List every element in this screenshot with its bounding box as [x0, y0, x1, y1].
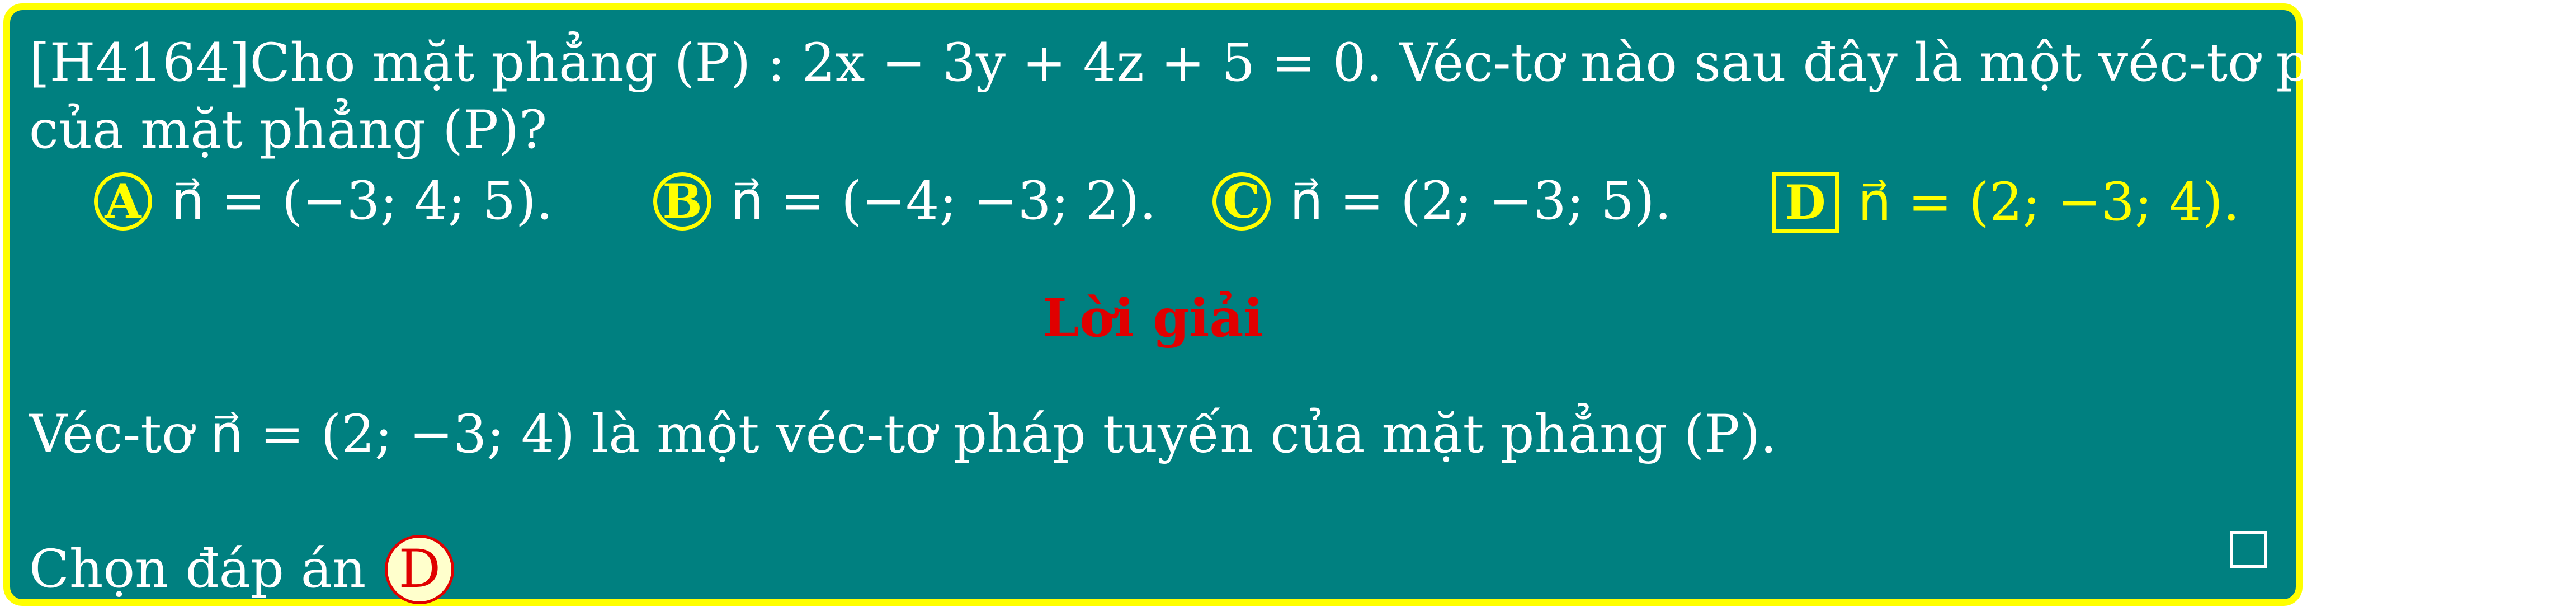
solution-title: Lời giải: [1042, 288, 1264, 349]
option-d-correct[interactable]: [1772, 172, 2240, 233]
option-c[interactable]: [1212, 172, 1672, 231]
question-line-1: [H4164]Cho mặt phẳng (P) : 2x − 3y + 4z + 5 = 0. Véc-tơ nào sau đây là một véc-tơ pháp tuyến: [29, 32, 2576, 93]
answer-badge: D: [385, 535, 454, 604]
choose-answer-label: Chọn đáp án: [29, 539, 366, 600]
option-d-marker: D: [1772, 172, 1839, 233]
question-line-2: của mặt phẳng (P)?: [29, 100, 548, 161]
option-a[interactable]: [94, 172, 553, 231]
qed-square-icon: [2230, 531, 2267, 568]
option-d-value: n⃗ = (2; −3; 4).: [1858, 172, 2240, 233]
option-a-marker: A: [94, 172, 152, 231]
option-c-value: n⃗ = (2; −3; 5).: [1290, 171, 1672, 232]
answer-line: [29, 535, 454, 604]
option-b[interactable]: [653, 172, 1156, 231]
option-b-value: n⃗ = (−4; −3; 2).: [730, 171, 1157, 232]
option-c-marker: C: [1212, 172, 1271, 231]
question-card: [3, 3, 2576, 606]
solution-explanation: Véc-tơ n⃗ = (2; −3; 4) là một véc-tơ pháp tuyến của mặt phẳng (P).: [29, 404, 1777, 465]
option-a-value: n⃗ = (−3; 4; 5).: [171, 171, 553, 232]
option-b-marker: B: [653, 172, 711, 231]
